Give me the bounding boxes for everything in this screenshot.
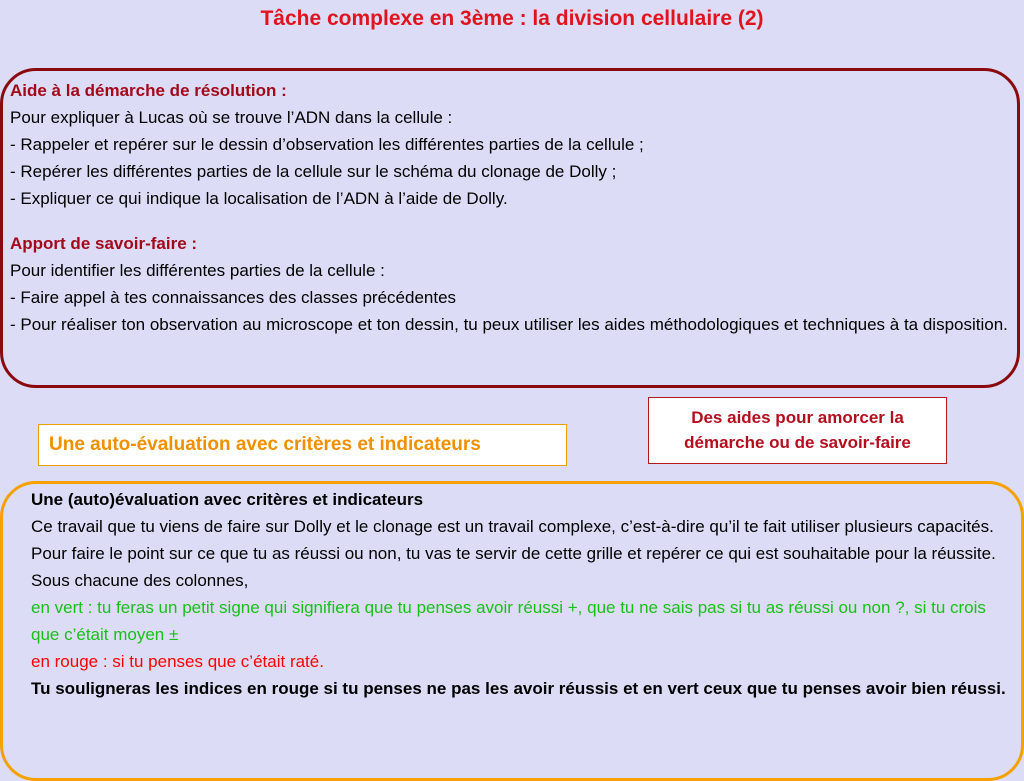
evaluation-section [31, 486, 1011, 702]
aide-section [10, 77, 1015, 212]
aide-item-3: - Expliquer ce qui indique la localisation de l’ADN à l’aide de Dolly. [10, 189, 508, 208]
apport-section [10, 230, 1015, 338]
aide-intro: Pour expliquer à Lucas où se trouve l’ADN dans la cellule : [10, 108, 453, 127]
evaluation-green-text: en vert : tu feras un petit signe qui signifiera que tu penses avoir réussi +, que tu ne sais pas si tu as réussi ou non ?, si tu crois que c’était moyen ± [31, 598, 986, 644]
evaluation-red-text: en rouge : si tu penses que c’était raté. [31, 652, 324, 671]
apport-heading: Apport de savoir-faire : [10, 234, 198, 253]
aide-item-2: - Repérer les différentes parties de la cellule sur le schéma du clonage de Dolly ; [10, 162, 617, 181]
evaluation-columns-intro: Sous chacune des colonnes, [31, 571, 249, 590]
evaluation-instruction: Tu souligneras les indices en rouge si tu penses ne pas les avoir réussis et en vert ceux que tu penses avoir bien réussi. [31, 679, 1006, 698]
apport-item-1: - Faire appel à tes connaissances des classes précédentes [10, 288, 457, 307]
callout-box: Des aides pour amorcer la démarche ou de savoir-faire [648, 397, 947, 464]
evaluation-paragraph: Ce travail que tu viens de faire sur Dolly et le clonage est un travail complexe, c’est-à-dire qu’il te fait utiliser plusieurs capacités. Pour faire le point sur ce que tu as réussi ou non, tu vas te servir de cette grille et repérer ce qui est souhaitable pour la réussite. [31, 517, 996, 563]
autoeval-label: Une auto-évaluation avec critères et indicateurs [38, 424, 567, 466]
aide-heading: Aide à la démarche de résolution : [10, 81, 287, 100]
apport-item-2: - Pour réaliser ton observation au microscope et ton dessin, tu peux utiliser les aides méthodologiques et techniques à ta disposition. [10, 315, 1008, 334]
aide-item-1: - Rappeler et repérer sur le dessin d’observation les différentes parties de la cellule ; [10, 135, 644, 154]
apport-intro: Pour identifier les différentes parties de la cellule : [10, 261, 385, 280]
evaluation-heading: Une (auto)évaluation avec critères et indicateurs [31, 490, 424, 509]
page-title: Tâche complexe en 3ème : la division cellulaire (2) [260, 7, 764, 30]
